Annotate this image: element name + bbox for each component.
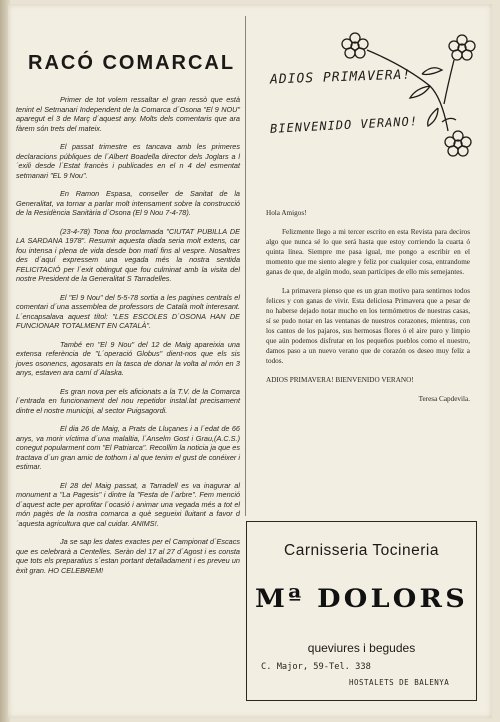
ad-address: C. Major, 59-Tel. 338 (261, 662, 371, 672)
news-paragraph: El "El 9 Nou" del 5-5-78 sortia a les pagines centrals el comentari d´una assemblea de professors de Català molt interesant. L´encapsalava aquest títol: "LES ESCOLES D´OSONA HAN DE FUNCIONAR TOTALMENT EN CATALÀ". (16, 292, 240, 330)
flowers-drawing-icon (330, 26, 480, 166)
page-title: RACÓ COMARCAL (28, 52, 236, 74)
news-paragraph: També en "El 9 Nou" del 12 de Maig apareixia una extensa referència de "L´operació Globus" dient-nos que els sis joves osonencs, agosarats en la tasca de donar la volta al món en 3 anys, estaven ara camí d´Alaska. (16, 339, 240, 377)
flower-icon (445, 131, 471, 156)
news-paragraph: Primer de tot volem ressaltar el gran ressò que està tenint el Setmanari Independent de la Comarca d´Osona "El 9 NOU" aparegut el 3 de Març d´aquest any. Molts dels comentaris que ara fàrem són trets del mateix. (16, 95, 240, 133)
letter-closing: ADIOS PRIMAVERA! BIENVENIDO VERANO! (266, 376, 414, 384)
column-divider (245, 16, 246, 516)
handwritten-welcome: BIENVENIDO VERANO! (269, 114, 419, 136)
ad-shop-name: Mª DOLORS (255, 584, 468, 613)
flower-icon (449, 35, 475, 60)
letter-paragraph: La primavera pienso que es un gran motivo para sentirnos todos felices y con ganas de vivir. Esta deliciosa Primavera que a pesar de no haberse dejado notar mucho en los termómetros de nuestras casas, sí se pudo notar en las ventanas de nuestros corazones, mientras, con los cantos de los pajaros, sus hermosas flores ó el aire puro y limpio que aún podemos disfrutar en los pequeños pueblos como el nuestro, damos paso a un nuevo verano que de corazón os deseo muy feliz a todos. (266, 287, 470, 365)
news-paragraph: El 28 del Maig passat, a Tarradell es va inagurar al monument a "La Pagesis" i dintre la "Festa de l´arbre". Fem menció d´aquest acte per aprofitar l´ocasió i animar una vegada més a tot el món pagès de la nostra comarca a què segueixi lluitant a favor d´aquesta agricultura que cal cuidar. ANIMS!. (16, 480, 240, 528)
ad-subtitle: queviures i begudes (307, 641, 416, 655)
news-paragraph: (23-4-78) Tona fou proclamada "CIUTAT PUBILLA DE LA SARDANA 1978". Resumir aquesta diada seria molt extens, car fou intensa i plena de vida desde bon matí fins al vespre. Nosaltres des d´aquí expressem una vegada més la nostra sentida FELICITACIÓ per l´exit obtingut que fou culminat amb la visita del nostre President de la Generalitat S Tarradelles. (16, 226, 240, 283)
news-paragraph: Es gran nova per els aficionats a la T.V. de la Comarca l´entrada en funcionament del nou repetidor instal.lat precisament dintre el nostre municipi, al sector Puigsagordi. (16, 386, 240, 415)
news-paragraph: En Ramon Espasa, conseller de Sanitat de la Generalitat, va tornar a parlar molt intensament sobre la construcció de la Residència Sanitària d´Osona (El 9 Nou 7-4-78). (16, 189, 240, 217)
letter-greeting: Hola Amigos! (266, 209, 307, 217)
news-paragraph: Ja se sap les dates exactes per el Campionat d´Escacs que es celebrarà a Centelles. Seràn del 17 al 27 d´Agost i es consta que tots els preparatius s´estan portant detalladament i es preveu un èxit gran. HO CELEBREM! (16, 537, 240, 575)
ad-town: HOSTALETS DE BALENYA (349, 678, 450, 687)
news-paragraph: El passat trimestre es tancava amb les primeres declaracions públiques de l´Albert Boadella director dels Joglars a l´exili desde l´Estat francès i publicades en el n 4 del esmentat setmanari "EL 9 Nou". (16, 142, 240, 180)
letter-signature: Teresa Capdevila. (418, 395, 470, 403)
letter-column (266, 208, 470, 413)
flower-icon (342, 33, 368, 58)
raco-comarcal-column (16, 52, 240, 584)
news-paragraph: El dia 26 de Maig, a Prats de Lluçanes i a l´edat de 66 anys, va morir víctima d´una malaltia, l´Anselm Gost i Grau,(A.C.S.) conegut popularment com "El Patriarca". Recollim la noticia ja que es tractava d´un gran amic de tothom i al que tenim el gust de conéixer i estimar. (16, 424, 240, 471)
handwritten-farewell: ADIOS PRIMAVERA! (269, 67, 412, 88)
ad-shop-type: Carnisseria Tocineria (284, 542, 439, 559)
letter-paragraph: Felizmente llego a mi tercer escrito en esta Revista para deciros algo que nunca sé lo que será hasta que estoy corriendo la cuarta ó quinta línea. Siempre me pasa igual, me pongo a escribir en el momento que me siento alegre y feliz por cualquier cosa, entrandome ganas de que, de algún modo, sean partícipes de ello mis semejantes. (266, 228, 470, 276)
advertisement-box (246, 521, 477, 701)
